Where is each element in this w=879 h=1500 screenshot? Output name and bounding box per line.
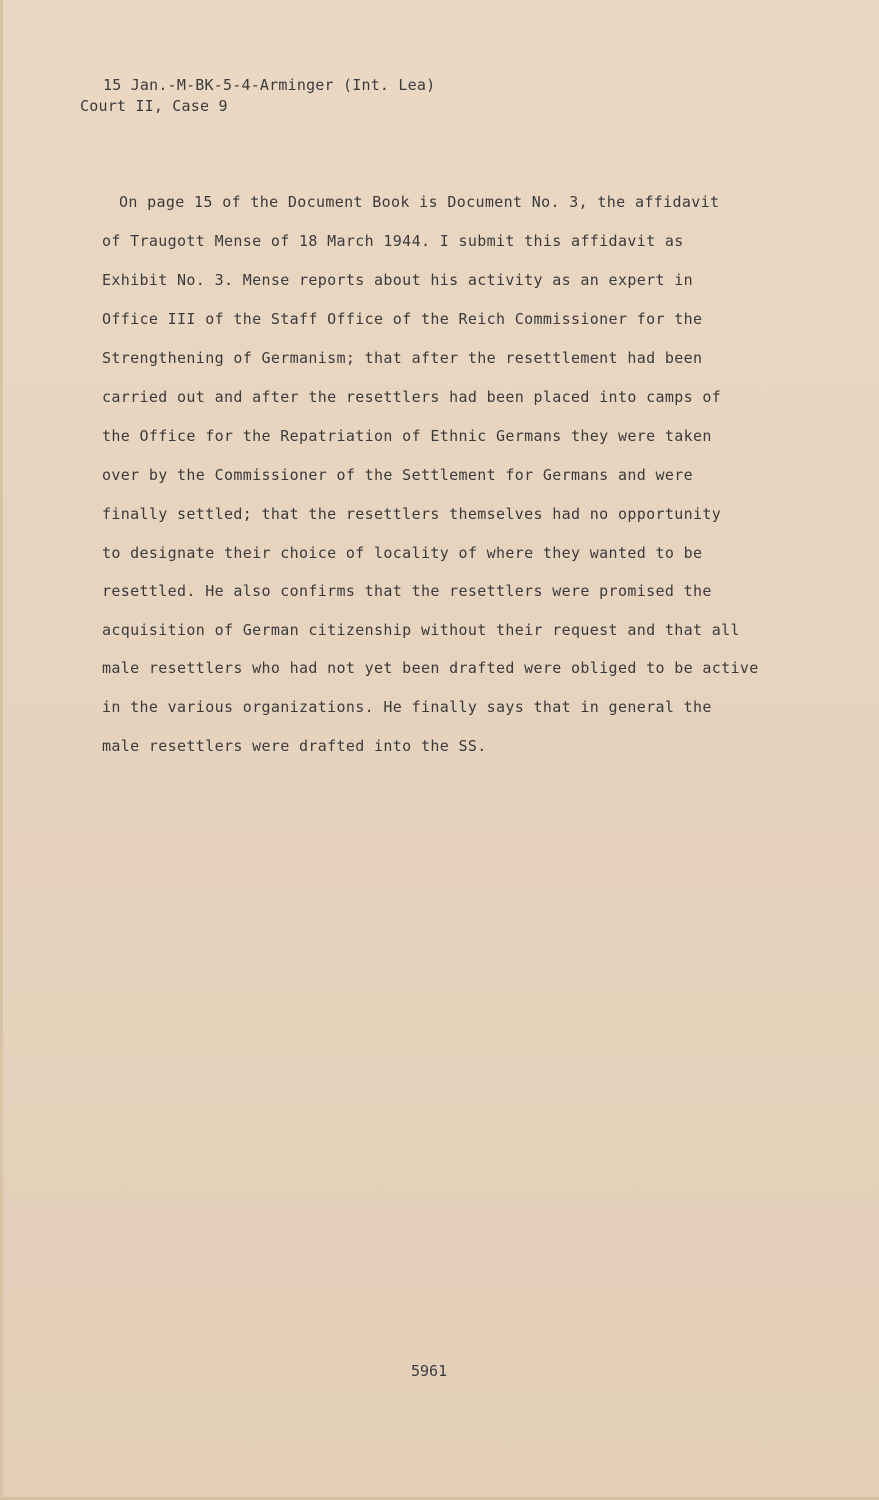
- body-line: acquisition of German citizenship without their request and that all: [102, 621, 740, 639]
- body-line: of Traugott Mense of 18 March 1944. I submit this affidavit as: [102, 232, 684, 250]
- body-line: in the various organizations. He finally says that in general the: [102, 698, 712, 716]
- body-line: over by the Commissioner of the Settlement for Germans and were: [102, 466, 693, 484]
- header-court-case: Court II, Case 9: [80, 97, 228, 115]
- body-line: On page 15 of the Document Book is Document No. 3, the affidavit: [119, 193, 720, 211]
- header-reference: 15 Jan.-M-BK-5-4-Arminger (Int. Lea): [103, 76, 436, 94]
- body-line: to designate their choice of locality of where they wanted to be: [102, 544, 703, 562]
- body-line: resettled. He also confirms that the resettlers were promised the: [102, 582, 712, 600]
- page-number: 5961: [411, 1362, 448, 1380]
- body-line: Exhibit No. 3. Mense reports about his activity as an expert in: [102, 271, 693, 289]
- body-line: the Office for the Repatriation of Ethnic Germans they were taken: [102, 427, 712, 445]
- body-line: carried out and after the resettlers had been placed into camps of: [102, 388, 722, 406]
- body-line: male resettlers who had not yet been drafted were obliged to be active: [102, 659, 759, 677]
- body-line: Strengthening of Germanism; that after the resettlement had been: [102, 349, 703, 367]
- body-line: Office III of the Staff Office of the Reich Commissioner for the: [102, 310, 703, 328]
- body-line: male resettlers were drafted into the SS.: [102, 737, 487, 755]
- body-line: finally settled; that the resettlers themselves had no opportunity: [102, 505, 722, 523]
